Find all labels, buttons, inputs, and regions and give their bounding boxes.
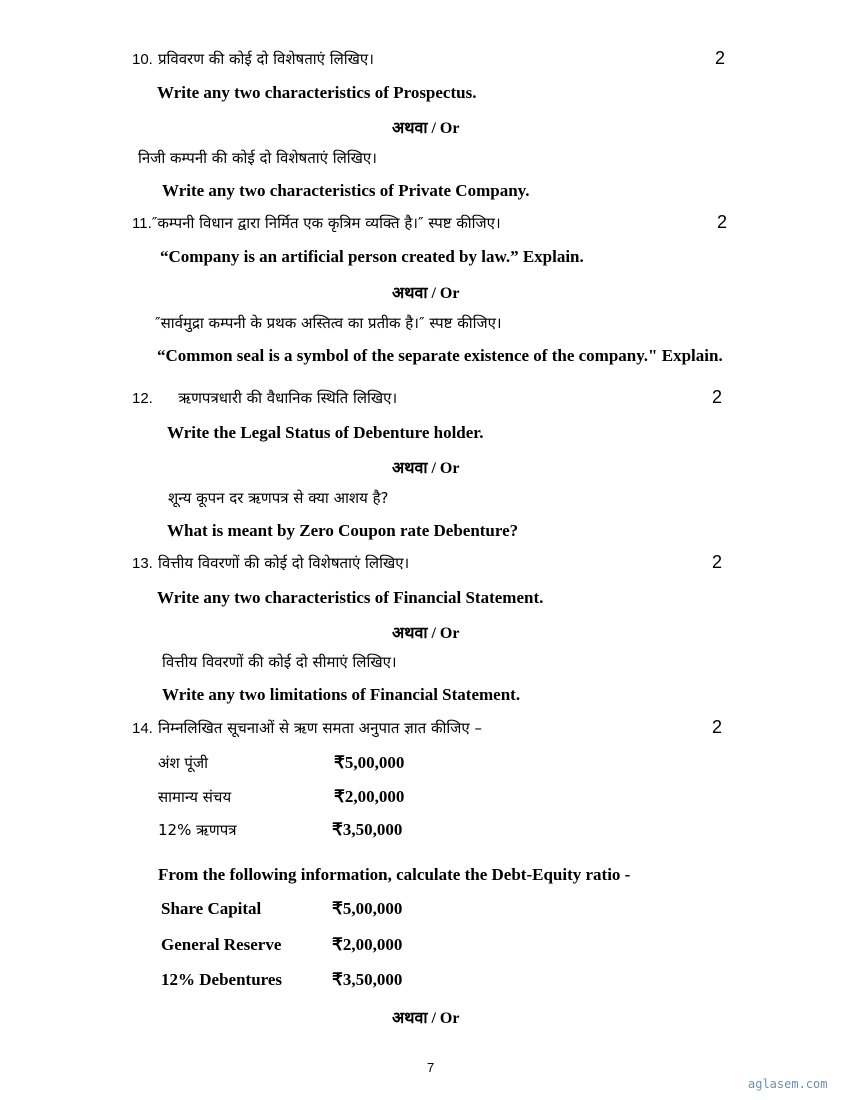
q13-hindi bbox=[132, 553, 409, 573]
q14-english-row-label: 12% Debentures bbox=[161, 970, 283, 989]
q12-english: Write the Legal Status of Debenture holder. bbox=[167, 423, 484, 442]
q14-hindi-row-label: सामान्य संचय bbox=[158, 788, 232, 806]
q14-hindi-row-value: ₹2,00,000 bbox=[334, 787, 405, 806]
watermark: aglasem.com bbox=[748, 1077, 828, 1091]
q10-hindi bbox=[132, 49, 374, 69]
q11-alt-hindi: ″सार्वमुद्रा कम्पनी के प्रथक अस्तित्व का प्रतीक है।″ स्पष्ट कीजिए। bbox=[155, 314, 502, 332]
q14-or: अथवा / Or bbox=[392, 1010, 460, 1027]
q11-marks: 2 bbox=[717, 212, 728, 232]
page-number: 7 bbox=[427, 1060, 435, 1075]
q14-english-row-label: Share Capital bbox=[161, 899, 262, 918]
q10-or: अथवा / Or bbox=[392, 120, 460, 137]
q14-hindi-row-value: ₹5,00,000 bbox=[334, 753, 405, 772]
q12-or: अथवा / Or bbox=[392, 460, 460, 477]
q11-or: अथवा / Or bbox=[392, 285, 460, 302]
q12-hindi-text: ऋणपत्रधारी की वैधानिक स्थिति लिखिए। bbox=[178, 389, 398, 407]
q12-number: 12. bbox=[132, 390, 153, 407]
q10-hindi-text: प्रविवरण की कोई दो विशेषताएं लिखिए। bbox=[157, 50, 374, 68]
q14-hindi-row-label: अंश पूंजी bbox=[158, 754, 208, 772]
q11-alt-english: “Common seal is a symbol of the separate existence of the company." Explain. bbox=[157, 346, 723, 365]
q10-marks: 2 bbox=[715, 48, 726, 68]
q13-alt-english: Write any two limitations of Financial Statement. bbox=[162, 685, 521, 704]
q12-marks: 2 bbox=[712, 387, 723, 407]
q11-english: “Company is an artificial person created by law.” Explain. bbox=[160, 247, 584, 266]
q14-english: From the following information, calculate the Debt-Equity ratio - bbox=[158, 865, 631, 884]
q11-hindi-text: ″कम्पनी विधान द्वारा निर्मित एक कृत्रिम व्यक्ति है।″ स्पष्ट कीजिए। bbox=[151, 214, 501, 232]
q14-hindi-row-label: 12% ऋणपत्र bbox=[158, 821, 237, 839]
q14-hindi bbox=[132, 718, 482, 738]
q13-english: Write any two characteristics of Financial Statement. bbox=[157, 588, 544, 607]
q14-hindi-row-value: ₹3,50,000 bbox=[332, 820, 403, 839]
q14-english-row-value: ₹3,50,000 bbox=[332, 970, 403, 989]
q14-english-row-value: ₹5,00,000 bbox=[332, 899, 403, 918]
q10-alt-hindi: निजी कम्पनी की कोई दो विशेषताएं लिखिए। bbox=[138, 149, 377, 167]
q13-alt-hindi: वित्तीय विवरणों की कोई दो सीमाएं लिखिए। bbox=[162, 653, 397, 671]
q10-english: Write any two characteristics of Prospectus. bbox=[157, 83, 477, 102]
q14-number: 14. bbox=[132, 720, 153, 737]
q11-hindi bbox=[132, 213, 501, 233]
q13-or: अथवा / Or bbox=[392, 625, 460, 642]
q10-alt-english: Write any two characteristics of Private Company. bbox=[162, 181, 530, 200]
q12-alt-english: What is meant by Zero Coupon rate Debenture? bbox=[167, 521, 519, 540]
q13-number: 13. bbox=[132, 555, 153, 572]
q13-hindi-text: वित्तीय विवरणों की कोई दो विशेषताएं लिखिए। bbox=[157, 554, 410, 572]
q10-number: 10. bbox=[132, 51, 153, 68]
q12-hindi bbox=[132, 388, 397, 408]
q11-number: 11. bbox=[132, 215, 152, 232]
q14-marks: 2 bbox=[712, 717, 723, 737]
q12-alt-hindi: शून्य कूपन दर ऋणपत्र से क्या आशय है? bbox=[168, 489, 389, 507]
q14-hindi-text: निम्नलिखित सूचनाओं से ऋण समता अनुपात ज्ञात कीजिए – bbox=[157, 719, 482, 737]
q13-marks: 2 bbox=[712, 552, 723, 572]
q14-english-row-label: General Reserve bbox=[161, 935, 282, 954]
q14-english-row-value: ₹2,00,000 bbox=[332, 935, 403, 954]
